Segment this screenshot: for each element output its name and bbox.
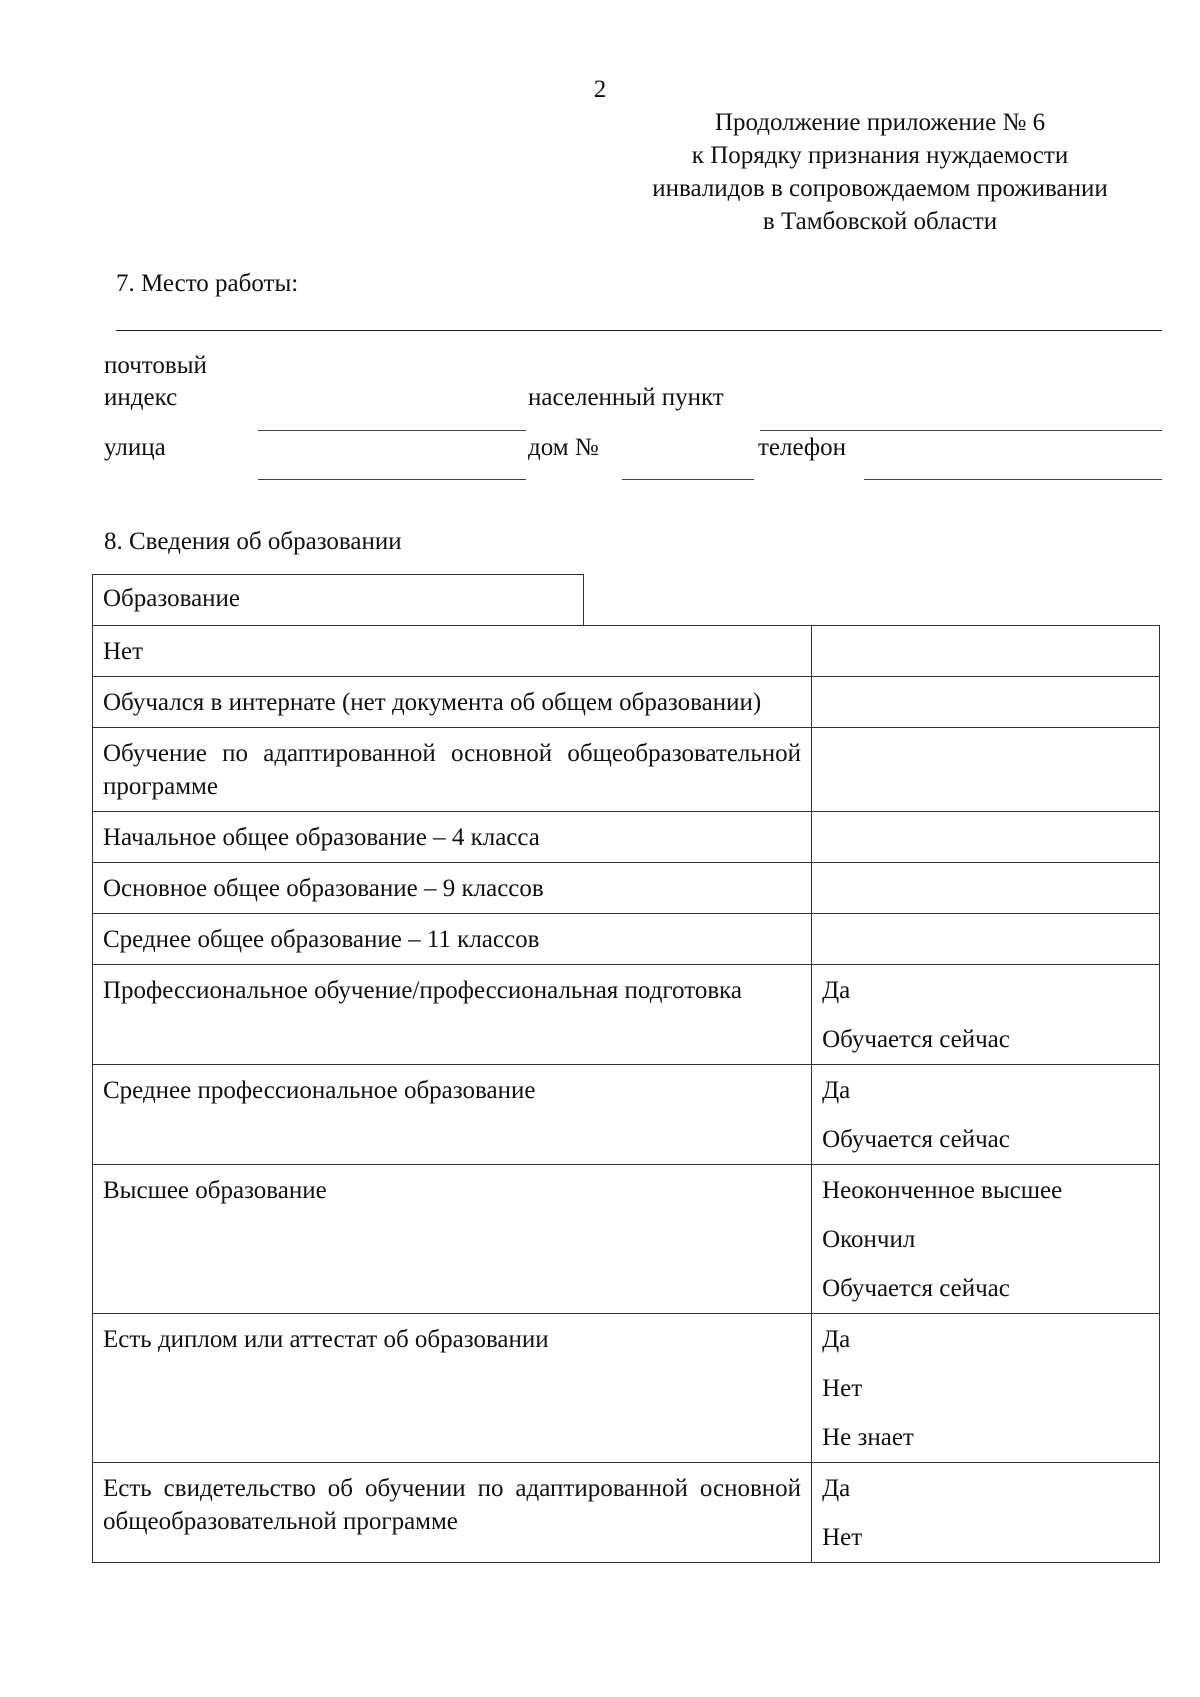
answer-option[interactable]: Нет bbox=[822, 1524, 863, 1551]
table-row bbox=[93, 1065, 1160, 1165]
table-row bbox=[93, 863, 1160, 914]
answer-cell bbox=[812, 1463, 1160, 1563]
table-header-cell bbox=[92, 574, 584, 625]
answer-cell bbox=[812, 1165, 1160, 1314]
page-number: 2 bbox=[593, 76, 607, 103]
answer-option[interactable]: Окончил bbox=[822, 1226, 916, 1253]
table-row bbox=[93, 1314, 1160, 1463]
table-row bbox=[93, 728, 1160, 812]
table-row bbox=[93, 626, 1160, 677]
education-type-label: Основное общее образование – 9 классов bbox=[103, 875, 544, 902]
postal-index-field[interactable] bbox=[258, 430, 526, 431]
answer-option[interactable]: Да bbox=[822, 1077, 851, 1104]
education-type-cell bbox=[93, 863, 812, 914]
answer-cell[interactable] bbox=[812, 863, 1160, 914]
table-row bbox=[93, 677, 1160, 728]
answer-cell[interactable] bbox=[812, 728, 1160, 812]
education-type-cell bbox=[93, 626, 812, 677]
workplace-input-line[interactable] bbox=[116, 330, 1162, 331]
house-field[interactable] bbox=[622, 479, 754, 480]
answer-cell[interactable] bbox=[812, 626, 1160, 677]
education-type-cell bbox=[93, 812, 812, 863]
header-line-1: Продолжение приложение № 6 bbox=[714, 109, 1046, 136]
education-type-cell bbox=[93, 1165, 812, 1314]
section-7-title: 7. Место работы: bbox=[116, 270, 299, 297]
postal-label-line-1: почтовый bbox=[104, 352, 207, 379]
phone-field[interactable] bbox=[864, 479, 1162, 480]
education-type-label: Высшее образование bbox=[103, 1177, 327, 1204]
answer-cell[interactable] bbox=[812, 914, 1160, 965]
education-type-label: Нет bbox=[103, 638, 144, 665]
locality-label: населенный пункт bbox=[528, 384, 724, 411]
street-label: улица bbox=[104, 434, 166, 461]
answer-option[interactable]: Да bbox=[822, 977, 851, 1004]
header-line-2: к Порядку признания нуждаемости bbox=[691, 142, 1069, 169]
education-type-cell bbox=[93, 1463, 812, 1563]
phone-label: телефон bbox=[758, 434, 846, 461]
table-row bbox=[93, 812, 1160, 863]
answer-cell[interactable] bbox=[812, 677, 1160, 728]
postal-label-line-2: индекс bbox=[104, 384, 178, 411]
education-type-label: Обучался в интернате (нет документа об общем образовании) bbox=[103, 689, 762, 716]
education-table bbox=[92, 625, 1160, 1563]
table-row bbox=[93, 914, 1160, 965]
answer-option[interactable]: Неоконченное высшее bbox=[822, 1177, 1063, 1204]
table-row bbox=[93, 965, 1160, 1065]
answer-cell bbox=[812, 1065, 1160, 1165]
education-type-cell bbox=[93, 914, 812, 965]
answer-option[interactable]: Обучается сейчас bbox=[822, 1275, 1010, 1302]
education-type-label: Профессиональное обучение/профессиональная подготовка bbox=[103, 977, 742, 1004]
education-type-cell bbox=[93, 965, 812, 1065]
education-type-cell bbox=[93, 1065, 812, 1165]
section-8-title: 8. Сведения об образовании bbox=[104, 528, 402, 555]
answer-cell bbox=[812, 1314, 1160, 1463]
locality-field[interactable] bbox=[760, 430, 1162, 431]
education-type-cell bbox=[93, 1314, 812, 1463]
answer-option[interactable]: Да bbox=[822, 1475, 851, 1502]
house-label: дом № bbox=[528, 434, 599, 461]
answer-option[interactable]: Обучается сейчас bbox=[822, 1126, 1010, 1153]
street-field[interactable] bbox=[258, 479, 526, 480]
header-line-4: в Тамбовской области bbox=[762, 208, 998, 235]
education-type-label: Есть свидетельство об обучении по адаптированной основной общеобразовательной программе bbox=[103, 1475, 802, 1535]
answer-option[interactable]: Нет bbox=[822, 1375, 863, 1402]
education-type-label: Среднее общее образование – 11 классов bbox=[103, 926, 540, 953]
document-header bbox=[600, 106, 1160, 238]
answer-option[interactable]: Обучается сейчас bbox=[822, 1026, 1010, 1053]
table-row bbox=[93, 1165, 1160, 1314]
education-type-label: Обучение по адаптированной основной общеобразовательной программе bbox=[103, 740, 802, 800]
header-line-3: инвалидов в сопровождаемом проживании bbox=[652, 175, 1108, 202]
table-header-label: Образование bbox=[103, 585, 241, 612]
answer-cell[interactable] bbox=[812, 812, 1160, 863]
answer-option[interactable]: Не знает bbox=[822, 1424, 914, 1451]
education-type-label: Среднее профессиональное образование bbox=[103, 1077, 536, 1104]
education-type-label: Есть диплом или аттестат об образовании bbox=[103, 1326, 549, 1353]
answer-cell bbox=[812, 965, 1160, 1065]
table-row bbox=[93, 1463, 1160, 1563]
answer-option[interactable]: Да bbox=[822, 1326, 851, 1353]
education-type-cell bbox=[93, 728, 812, 812]
education-type-label: Начальное общее образование – 4 класса bbox=[103, 824, 540, 851]
education-type-cell bbox=[93, 677, 812, 728]
